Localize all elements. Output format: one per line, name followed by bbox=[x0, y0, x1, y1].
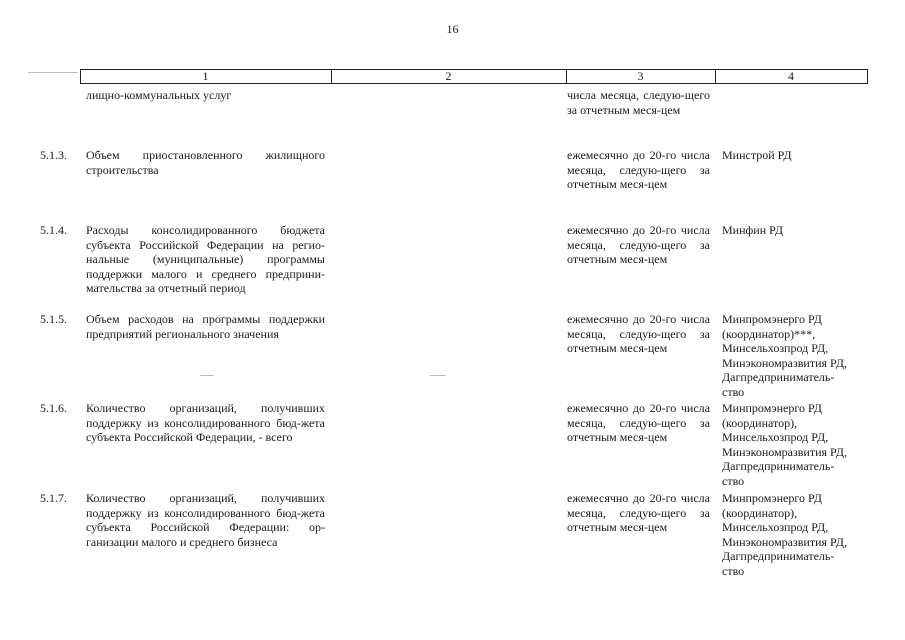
scan-mark bbox=[28, 72, 78, 73]
row-period: ежемесячно до 20-го числа месяца, следую-щего за отчетным меся-цем bbox=[567, 223, 710, 266]
organization-line: Минстрой РД bbox=[722, 148, 792, 162]
row-number: 5.1.7. bbox=[40, 491, 67, 505]
organization-line: Минэкономразвития РД, bbox=[722, 534, 847, 549]
row-description: лищно-коммунальных услуг bbox=[86, 88, 232, 102]
row-description: Количество организаций, получивших поддержку из консолидированного бюд-жета субъекта Российской Федерации: ор-ганизации малого и среднего бизнеса bbox=[86, 491, 325, 549]
organization-line: Минпромэнерго РД bbox=[722, 491, 822, 505]
row-number: 5.1.4. bbox=[40, 223, 67, 237]
row-description: Количество организаций, получивших поддержку из консолидированного бюд-жета субъекта Российской Федерации, - всего bbox=[86, 401, 325, 444]
row-number: 5.1.6. bbox=[40, 401, 67, 415]
row-period: ежемесячно до 20-го числа месяца, следую-щего за отчетным меся-цем bbox=[567, 401, 710, 444]
row-period: ежемесячно до 20-го числа месяца, следую-щего за отчетным меся-цем bbox=[567, 491, 710, 534]
header-col-3: 3 bbox=[637, 69, 644, 83]
organization-line: (координатор), bbox=[722, 505, 798, 520]
organization-line: Минсельхозпрод РД, bbox=[722, 430, 829, 444]
row-organizations bbox=[722, 223, 872, 238]
page-number: 16 bbox=[446, 22, 459, 36]
row-organizations bbox=[722, 401, 872, 488]
organization-line: ство bbox=[722, 473, 745, 488]
organization-line: Минэкономразвития РД, bbox=[722, 355, 847, 370]
scan-mark bbox=[430, 375, 446, 376]
organization-line: Дагпредприниматель- bbox=[722, 370, 835, 384]
row-number: 5.1.5. bbox=[40, 312, 67, 326]
row-period: ежемесячно до 20-го числа месяца, следую-щего за отчетным меся-цем bbox=[567, 148, 710, 191]
organization-line: ство bbox=[722, 563, 745, 578]
scan-mark bbox=[200, 375, 214, 376]
row-period: числа месяца, следую-щего за отчетным меся-цем bbox=[567, 88, 710, 117]
header-col-1: 1 bbox=[202, 69, 209, 83]
row-description: Объем приостановленного жилищного строительства bbox=[86, 148, 325, 177]
header-divider bbox=[867, 69, 868, 84]
row-organizations bbox=[722, 312, 872, 399]
header-bottom-rule bbox=[80, 83, 868, 84]
organization-line: Минпромэнерго РД bbox=[722, 401, 822, 415]
row-organizations bbox=[722, 491, 872, 578]
organization-line: (координатор)***, bbox=[722, 326, 816, 341]
row-period: ежемесячно до 20-го числа месяца, следую-щего за отчетным меся-цем bbox=[567, 312, 710, 355]
organization-line: Минсельхозпрод РД, bbox=[722, 341, 829, 355]
header-col-4: 4 bbox=[788, 69, 794, 83]
row-organizations bbox=[722, 148, 872, 163]
organization-line: ство bbox=[722, 384, 745, 399]
organization-line: (координатор), bbox=[722, 415, 798, 430]
organization-line: Дагпредприниматель- bbox=[722, 459, 835, 473]
row-number: 5.1.3. bbox=[40, 148, 67, 162]
header-col-2: 2 bbox=[445, 69, 452, 83]
row-description: Объем расходов на программы поддержки предприятий регионального значения bbox=[86, 312, 325, 341]
organization-line: Минфин РД bbox=[722, 223, 784, 237]
organization-line: Минэкономразвития РД, bbox=[722, 444, 847, 459]
organization-line: Минпромэнерго РД bbox=[722, 312, 822, 326]
row-description: Расходы консолидированного бюджета субъекта Российской Федерации на регио-нальные (муниципальные) программы поддержки малого и среднего предприни-мательства за отчетный период bbox=[86, 223, 325, 295]
organization-line: Дагпредприниматель- bbox=[722, 549, 835, 563]
organization-line: Минсельхозпрод РД, bbox=[722, 520, 829, 534]
